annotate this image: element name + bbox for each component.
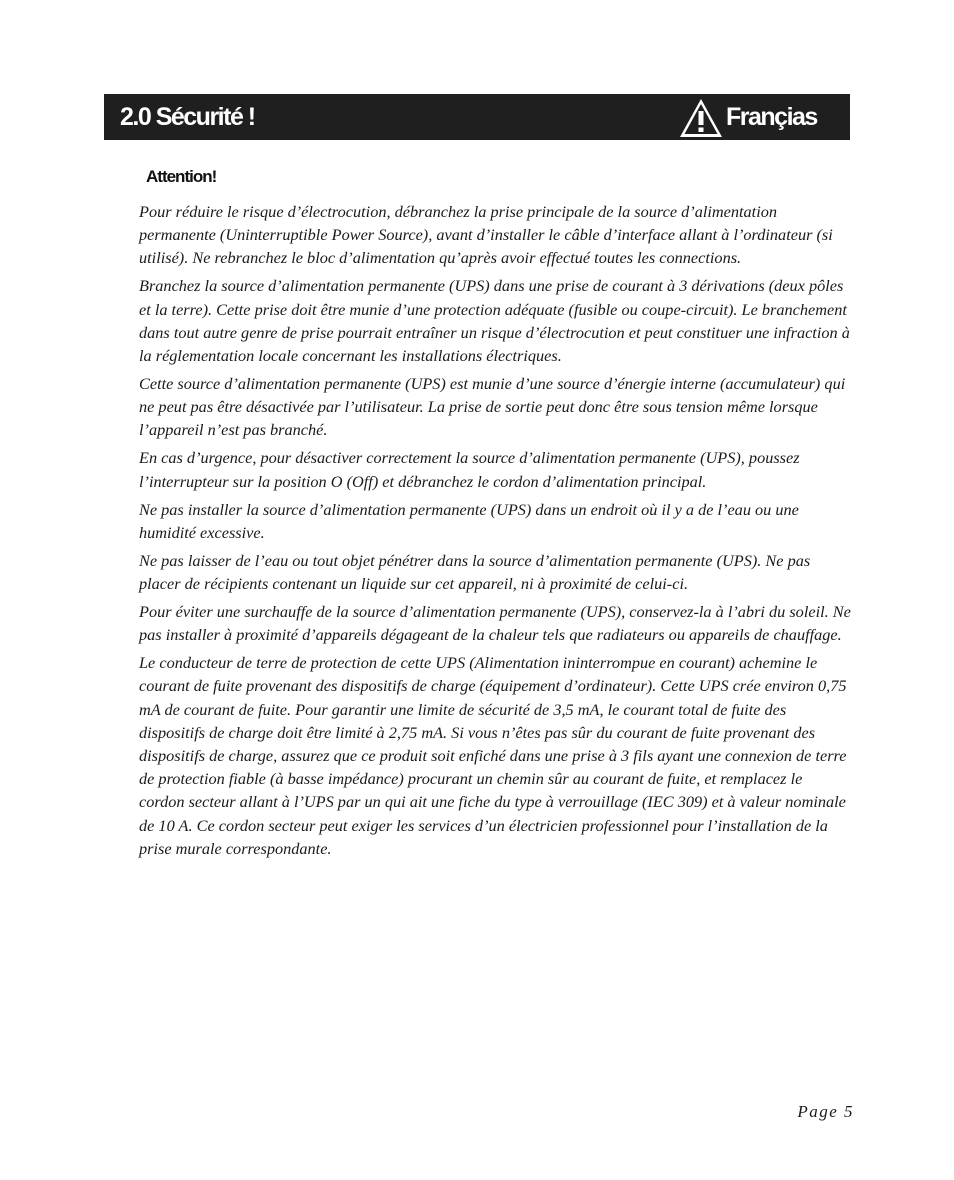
paragraph-overheating: Pour éviter une surchauffe de la source d’alimentation permanente (UPS), conservez-la à l’abri du soleil. Ne pas installer à proximité d’appareils dégageant de la chaleur tels que radiateurs ou appareils de chauffage. [139,602,851,645]
paragraph-leakage-current: Le conducteur de terre de protection de cette UPS (Alimentation ininterrompue en courant) achemine le courant de fuite provenant des dispositifs de charge (équipement d’ordinateur). Cette UPS crée environ 0,75 mA de courant de fuite. Pour garantir une limite de sécurité de 3,5 mA, le courant total de fuite des dispositifs de charge doit être limité à 2,75 mA. Si vous n’êtes pas sûr du courant de fuite provenant des dispositifs de charge, assurez que ce produit soit enfiché dans une prise à 3 fils ayant une connexion de terre de protection fiable (à basse impédance) procurant un chemin sûr au courant de fuite, et remplacez le cordon secteur allant à l’UPS par un qui ait une fiche du type à verrouillage (IEC 309) et à valeur nominale de 10 A. Ce cordon secteur peut exiger les services d’un électricien professionnel pour l’installation de la prise murale correspondante. [139,653,847,858]
warning-icon [678,97,724,139]
paragraph-water-humidity: Ne pas installer la source d’alimentation permanente (UPS) dans un endroit où il y a de l’eau ou une humidité excessive. [139,499,799,542]
section-header-bar [104,94,850,140]
paragraph-grounded-outlet: Branchez la source d’alimentation permanente (UPS) dans une prise de courant à 3 dérivations (deux pôles et la terre). Cette prise doit être munie d’une protection adéquate (fusible ou coupe-circuit). Le branchement dans tout autre genre de prise pourrait entraîner un risque d’électrocution et peut constituer une infraction à la réglementation locale concernant les installations électriques. [139,276,850,366]
paragraph-emergency-shutdown: En cas d’urgence, pour désactiver correctement la source d’alimentation permanente (UPS), poussez l’interrupteur sur la position O (Off) et débranchez le cordon d’alimentation principal. [139,448,800,491]
paragraph-liquids: Ne pas laisser de l’eau ou tout objet pénétrer dans la source d’alimentation permanente (UPS). Ne pas placer de récipients contenant un liquide sur cet appareil, ni à proximité de celui-ci. [139,550,811,594]
safety-text-body [139,200,851,865]
language-label: Françias [726,103,817,131]
paragraph-internal-battery: Cette source d’alimentation permanente (UPS) est munie d’une source d’énergie interne (accumulateur) qui ne peut pas être désactivée par l’utilisateur. La prise de sortie peut donc être sous tension même lorsque l’appareil n’est pas branché. [139,374,846,440]
page-number: Page 5 [797,1102,854,1121]
section-title: 2.0 Sécurité ! [120,103,255,131]
paragraph-disconnect-power: Pour réduire le risque d’électrocution, débranchez la prise principale de la source d’alimentation permanente (Uninterruptible Power Source), avant d’installer le câble d’interface allant à l’ordinateur (si utilisé). Ne rebranchez le bloc d’alimentation qu’après avoir effectué toutes les connections. [139,202,833,268]
attention-heading: Attention! [146,167,217,186]
